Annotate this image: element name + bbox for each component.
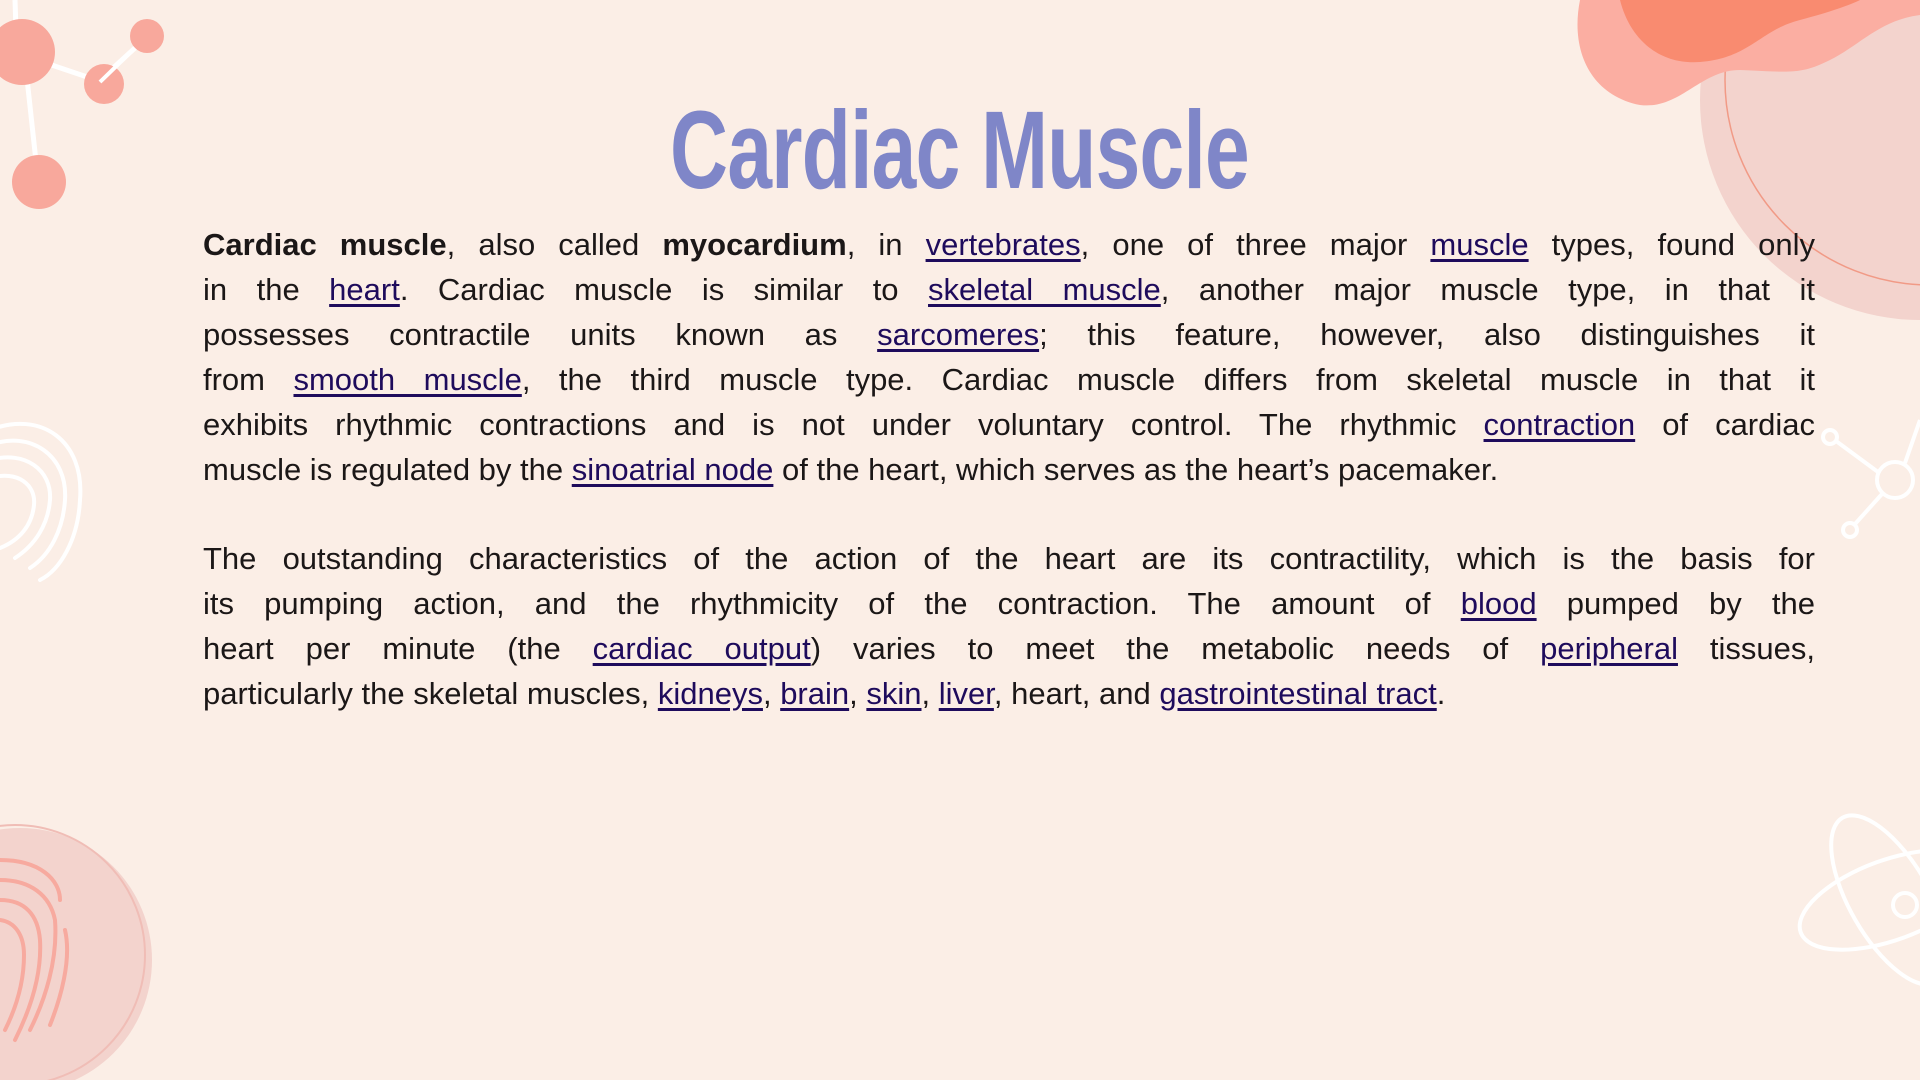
link-contraction[interactable]: contraction xyxy=(1483,407,1636,442)
text-line xyxy=(203,447,1815,492)
text-line xyxy=(203,626,1815,671)
link-sinoatrial-node[interactable]: sinoatrial node xyxy=(571,452,774,487)
bold-term: Cardiac muscle xyxy=(203,227,447,262)
link-heart[interactable]: heart xyxy=(329,272,400,307)
paragraph-2 xyxy=(203,536,1815,716)
text-segment: tissues, xyxy=(1677,631,1815,666)
text-segment: from xyxy=(203,362,294,397)
text-line xyxy=(203,536,1815,581)
paragraph-1 xyxy=(203,222,1815,492)
text-segment: , also called xyxy=(446,227,663,262)
link-brain[interactable]: brain xyxy=(780,676,850,711)
text-segment: its pumping action, and the rhythmicity of the contraction. The amount of xyxy=(203,586,1461,621)
link-blood[interactable]: blood xyxy=(1460,586,1537,621)
text-segment: , one of three major xyxy=(1080,227,1431,262)
text-line xyxy=(203,312,1815,357)
link-skin[interactable]: skin xyxy=(866,676,922,711)
text-segment: ; this feature, however, also distinguishes it xyxy=(1039,317,1815,352)
text-segment: ) varies to meet the metabolic needs of xyxy=(810,631,1541,666)
text-segment: , the third muscle type. Cardiac muscle differs from skeletal muscle in that it xyxy=(521,362,1815,397)
text-line xyxy=(203,357,1815,402)
text-line xyxy=(203,402,1815,447)
text-segment: , heart, and xyxy=(993,676,1160,711)
text-segment: exhibits rhythmic contractions and is not under voluntary control. The rhythmic xyxy=(203,407,1484,442)
link-gastrointestinal-tract[interactable]: gastrointestinal tract xyxy=(1159,676,1437,711)
page-title xyxy=(0,88,1920,213)
link-cardiac-output[interactable]: cardiac output xyxy=(592,631,811,666)
fingerprint-icon xyxy=(0,424,80,580)
molecule-outline-icon xyxy=(1823,420,1920,537)
link-vertebrates[interactable]: vertebrates xyxy=(925,227,1081,262)
link-skeletal-muscle[interactable]: skeletal muscle xyxy=(928,272,1161,307)
text-segment: of cardiac xyxy=(1635,407,1815,442)
link-sarcomeres[interactable]: sarcomeres xyxy=(877,317,1040,352)
text-segment: types, found only xyxy=(1528,227,1815,262)
text-segment: , in xyxy=(846,227,926,262)
link-liver[interactable]: liver xyxy=(938,676,994,711)
text-line xyxy=(203,671,1815,716)
text-segment: heart per minute (the xyxy=(203,631,593,666)
text-segment: pumped by the xyxy=(1536,586,1816,621)
text-line xyxy=(203,267,1815,312)
text-segment: particularly the skeletal muscles, xyxy=(203,676,658,711)
text-line xyxy=(203,581,1815,626)
text-line xyxy=(203,222,1815,267)
text-segment: possesses contractile units known as xyxy=(203,317,878,352)
link-muscle[interactable]: muscle xyxy=(1430,227,1529,262)
bold-term: myocardium xyxy=(662,227,847,262)
text-segment: , xyxy=(849,676,867,711)
text-segment: in the xyxy=(203,272,330,307)
text-segment: muscle is regulated by the xyxy=(203,452,572,487)
atom-icon xyxy=(1787,798,1920,1003)
text-segment: , another major muscle type, in that it xyxy=(1160,272,1816,307)
title-text: Cardiac Muscle xyxy=(670,89,1250,212)
text-segment: of the heart, which serves as the heart’s pacemaker. xyxy=(773,452,1499,487)
text-segment: , xyxy=(762,676,781,711)
link-peripheral[interactable]: peripheral xyxy=(1540,631,1678,666)
text-segment: . xyxy=(1436,676,1446,711)
text-segment: , xyxy=(921,676,939,711)
text-segment: . Cardiac muscle is similar to xyxy=(399,272,929,307)
text-segment: The outstanding characteristics of the action of the heart are its contractility, which is the basis for xyxy=(203,541,1815,576)
bottom-left-circle xyxy=(0,825,152,1080)
link-smooth-muscle[interactable]: smooth muscle xyxy=(293,362,522,397)
link-kidneys[interactable]: kidneys xyxy=(657,676,763,711)
